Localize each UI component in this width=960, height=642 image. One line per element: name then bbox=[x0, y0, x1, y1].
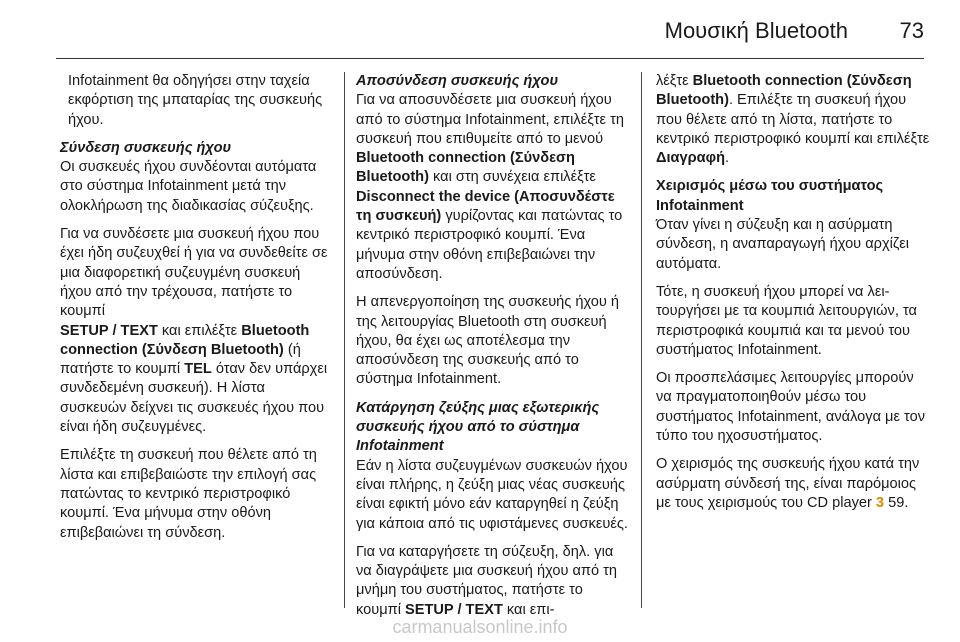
paragraph-confirm: Επιλέξτε τη συσκευή που θέλετε από τη λίστα και επιβεβαιώστε την επιλογή σας πατώντας το κεντρικό περιστροφικό κουμπί. Ένα μήνυμα στην οθόνη επιβεβαιώνει τη σύνδεση. bbox=[60, 447, 317, 541]
watermark: carmanualsonline.info bbox=[392, 617, 568, 637]
header-rule bbox=[56, 58, 924, 59]
paragraph-deactivate: Η απενεργοποίηση της συσκευής ήχου ή της λειτουργίας Bluetooth στη συσκευή ήχου, θα έχει ως αποτέλεσμα την αποσύνδεση της συσκευής από το σύστημα Infotainment. bbox=[356, 294, 620, 388]
disconnect-device-option: Disconnect the device (Αποσυνδέστε τη συσκευή) bbox=[356, 188, 615, 225]
setup-text-key: SETUP / TEXT bbox=[405, 601, 503, 618]
paragraph-auto-connect: Οι συσκευές ήχου συνδέονται αυτόματα στο σύστημα Infotainment μετά την ολοκλήρωση της διαδικασίας σύζευξης. bbox=[60, 159, 317, 214]
heading-disconnect: Αποσύνδεση συσκευής ήχου bbox=[356, 73, 559, 89]
page-number: 73 bbox=[899, 18, 924, 43]
paragraph-unpair-continued: λέξτε Bluetooth connection (Σύνδεση Bluetooth). Επιλέξτε τη συσκευή ήχου που θέλετε από τη λίστα, πατήστε το κεντρικό περιστροφικό κουμπί και επιλέξτε Διαγραφή. bbox=[656, 73, 930, 167]
paragraph-unpair-steps: Για να καταργήσετε τη σύζευξη, δηλ. για να διαγράψετε μια συσκευή ήχου από τη μνήμη του συστήματος, πατήστε το κουμπί SETUP / TEXT και επι- bbox=[356, 543, 618, 618]
column-divider-2 bbox=[641, 72, 642, 608]
paragraph-list-full: Εάν η λίστα συζευγμένων συσκευών ήχου είναι πλήρης, η ζεύξη μιας νέας συσκευής είναι εφικτή μόνο εάν καταργηθεί η ζεύξη για κάποια από τις υφιστάμενες συσκευές. bbox=[356, 457, 628, 532]
page-reference-icon[interactable]: 3 bbox=[875, 494, 885, 511]
paragraph-autoplay: Όταν γίνει η σύζευξη και η ασύρματη σύνδεση, η αναπαραγωγή ήχου αρχίζει αυτόματα. bbox=[656, 217, 910, 272]
delete-option: Διαγραφή bbox=[656, 150, 725, 167]
paragraph-controls: Τότε, η συσκευή ήχου μπορεί να λειτουργήσει με τα κουμπιά λειτουργιών, τα περιστροφικά κουμπιά και τα μενού του συστήματος Infotainment. bbox=[656, 283, 917, 358]
column-divider-1 bbox=[344, 72, 345, 608]
bt-connection-menu: Bluetooth connection (Σύνδεση Bluetooth) bbox=[60, 322, 310, 358]
tel-key: TEL bbox=[184, 361, 212, 378]
column-1 bbox=[60, 72, 328, 552]
paragraph-cd-player: Ο χειρισμός της συσκευής ήχου κατά την ασύρματη σύνδεσή της, είναι παρόμοιος με τους χειρισμούς του CD player 3 59. bbox=[656, 456, 920, 511]
column-3 bbox=[656, 72, 932, 522]
page-header bbox=[0, 0, 960, 62]
heading-operation: Χειρισμός μέσω του συστήματος Infotainment bbox=[656, 178, 884, 214]
paragraph-connect-steps: Για να συνδέσετε μια συσκευή ήχου που έχει ήδη συζευχθεί ή για να συνδεθείτε σε μια διαφορετική συζευγμένη συσκευή ήχου από την τρέχουσα, πατήστε το κουμπί SETUP / TEXT και επιλέξτε Bluetooth connection (Σύνδεση Bluetooth) (ή πατήστε το κουμπί TEL όταν δεν υπάρχει συνδεδεμένη συσκευή). Η λίστα συσκευών δείχνει τις συσκευές ήχου που είναι ήδη συζευγμένες. bbox=[60, 226, 328, 436]
bt-connection-menu: Bluetooth connection (Σύνδεση Bluetooth) bbox=[656, 73, 912, 109]
setup-text-key: SETUP / TEXT bbox=[60, 322, 158, 339]
bt-connection-menu: Bluetooth connection (Σύνδεση Bluetooth) bbox=[356, 150, 575, 186]
column-2 bbox=[356, 72, 628, 629]
paragraph-functions: Οι προσπελάσιμες λειτουργίες μπορούν να πραγματοποιηθούν μέσω του συστήματος Infotainment, ανάλογα με τον τύπο του ηχοσυστήματος. bbox=[656, 370, 926, 445]
heading-unpair: Κατάργηση ζεύξης μιας εξωτερικής συσκευής ήχου από το σύστημα Infotainment bbox=[356, 399, 600, 455]
heading-connect-audio: Σύνδεση συσκευής ήχου bbox=[60, 139, 232, 156]
page-title: Μουσική Bluetooth bbox=[664, 18, 848, 43]
paragraph-disconnect-steps: Για να αποσυνδέσετε μια συσκευή ήχου από το σύστημα Infotainment, επιλέξτε τη συσκευή που επιθυμείτε από το μενού Bluetooth connection (Σύνδεση Bluetooth) και στη συνέχεια επιλέξτε Disconnect the device (Αποσυνδέστε τη συσκευή) γυρίζοντας και πατώντας το κεντρικό περιστροφικό κουμπί. Ένα μήνυμα στην οθόνη επιβεβαιώνει την αποσύνδεση. bbox=[356, 92, 624, 282]
intro-paragraph: Infotainment θα οδηγήσει στην ταχεία εκφόρτιση της μπαταρίας της συσκευής ήχου. bbox=[68, 73, 323, 128]
